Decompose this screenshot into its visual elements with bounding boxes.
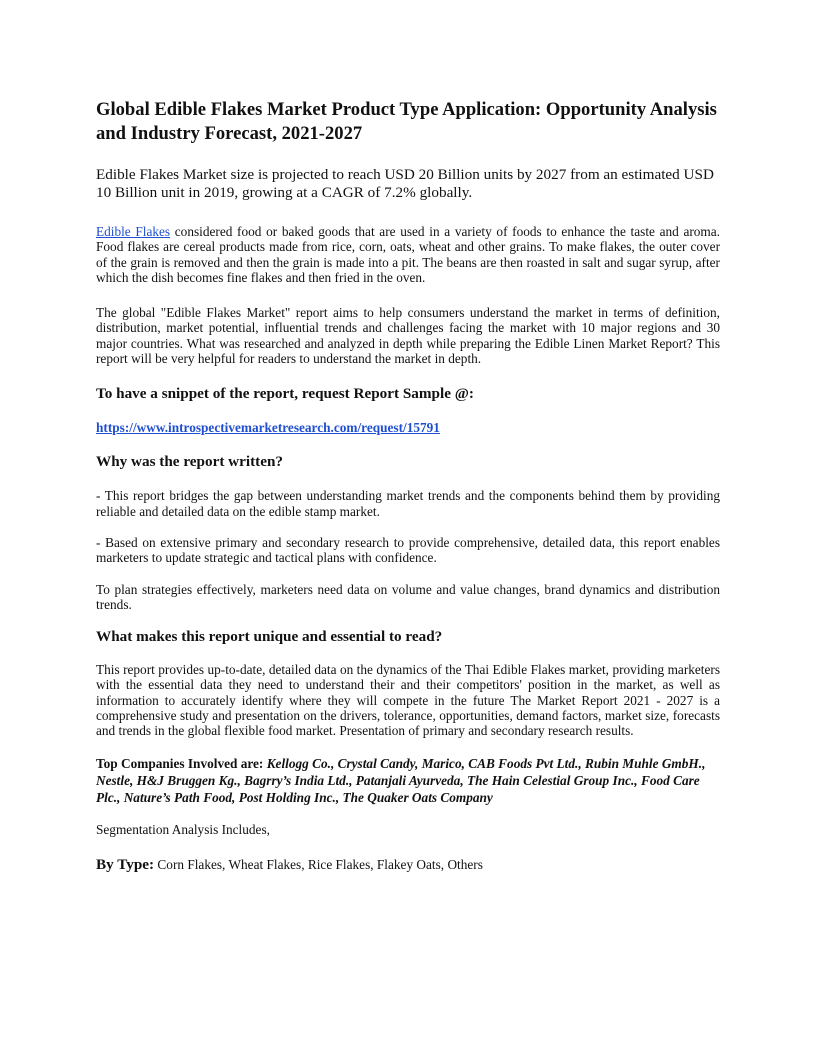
by-type-label: By Type: xyxy=(96,855,155,873)
edible-flakes-link[interactable]: Edible Flakes xyxy=(96,224,171,239)
report-aims-paragraph: The global "Edible Flakes Market" report aims to help consumers understand the market in terms of definition, distribution, market potential, influential trends and challenges facing the market with 10 major regions and 30 major countries. What was researched and analyzed in depth while preparing the Edible Linen Market Report? This report will be very helpful for readers to understand the market in depth. xyxy=(96,305,720,367)
intro-text: considered food or baked goods that are used in a variety of foods to enhance the taste and aroma. Food flakes are cereal products made from rice, corn, oats, wheat and other grains. To make flakes, the outer cover of the grain is removed and then the grain is made into a pit. The beans are then roasted in salt and sugar syrup, after which the dish becomes fine flakes and then fried in the oven. xyxy=(96,224,721,285)
document-body xyxy=(96,98,720,874)
top-companies-list: Kellogg Co., Crystal Candy, Marico, CAB Foods Pvt Ltd., Rubin Muhle GmbH., Nestle, H&J Bruggen Kg., Bagrry’s India Ltd., Patanjali Ayurveda, The Hain Celestial Group Inc., Food Care Plc., Nature’s Path Food, Post Holding Inc., The Quaker Oats Company xyxy=(96,755,706,805)
unique-paragraph: This report provides up-to-date, detailed data on the dynamics of the Thai Edible Flakes market, providing marketers with the essential data they need to understand their and their competitors' position in the market, as well as information to accurately identify where they will compete in the future The Market Report 2021 - 2027 is a comprehensive study and presentation on the drivers, tolerance, opportunities, demand factors, market size, forecasts and trends in the global flexible food market. Presentation of primary and secondary research results. xyxy=(96,662,720,739)
why-point-2: - Based on extensive primary and secondary research to provide comprehensive, detailed data, this report enables marketers to update strategic and tactical plans with confidence. xyxy=(96,534,720,566)
by-type-line xyxy=(96,856,720,874)
intro-paragraph xyxy=(96,224,720,285)
page-title: Global Edible Flakes Market Product Type Application: Opportunity Analysis and Industry Forecast, 2021-2027 xyxy=(96,99,717,144)
unique-heading: What makes this report unique and essential to read? xyxy=(96,628,443,646)
sample-request-link[interactable]: https://www.introspectivemarketresearch.com/request/15791 xyxy=(96,420,440,436)
top-companies xyxy=(96,755,720,806)
why-point-3: To plan strategies effectively, marketers need data on volume and value changes, brand dynamics and distribution trends. xyxy=(96,581,720,612)
market-size-summary: Edible Flakes Market size is projected to reach USD 20 Billion units by 2027 from an estimated USD 10 Billion unit in 2019, growing at a CAGR of 7.2% globally. xyxy=(96,166,714,201)
sample-request-heading: To have a snippet of the report, request Report Sample @: xyxy=(96,385,474,403)
why-heading: Why was the report written? xyxy=(96,453,284,471)
top-companies-label: Top Companies Involved are: xyxy=(96,755,264,771)
segmentation-intro: Segmentation Analysis Includes, xyxy=(96,821,270,837)
why-point-1: - This report bridges the gap between understanding market trends and the components behind them by providing reliable and detailed data on the edible stamp market. xyxy=(96,488,720,519)
sample-link-line xyxy=(96,420,720,436)
by-type-values: Corn Flakes, Wheat Flakes, Rice Flakes, Flakey Oats, Others xyxy=(157,856,483,872)
